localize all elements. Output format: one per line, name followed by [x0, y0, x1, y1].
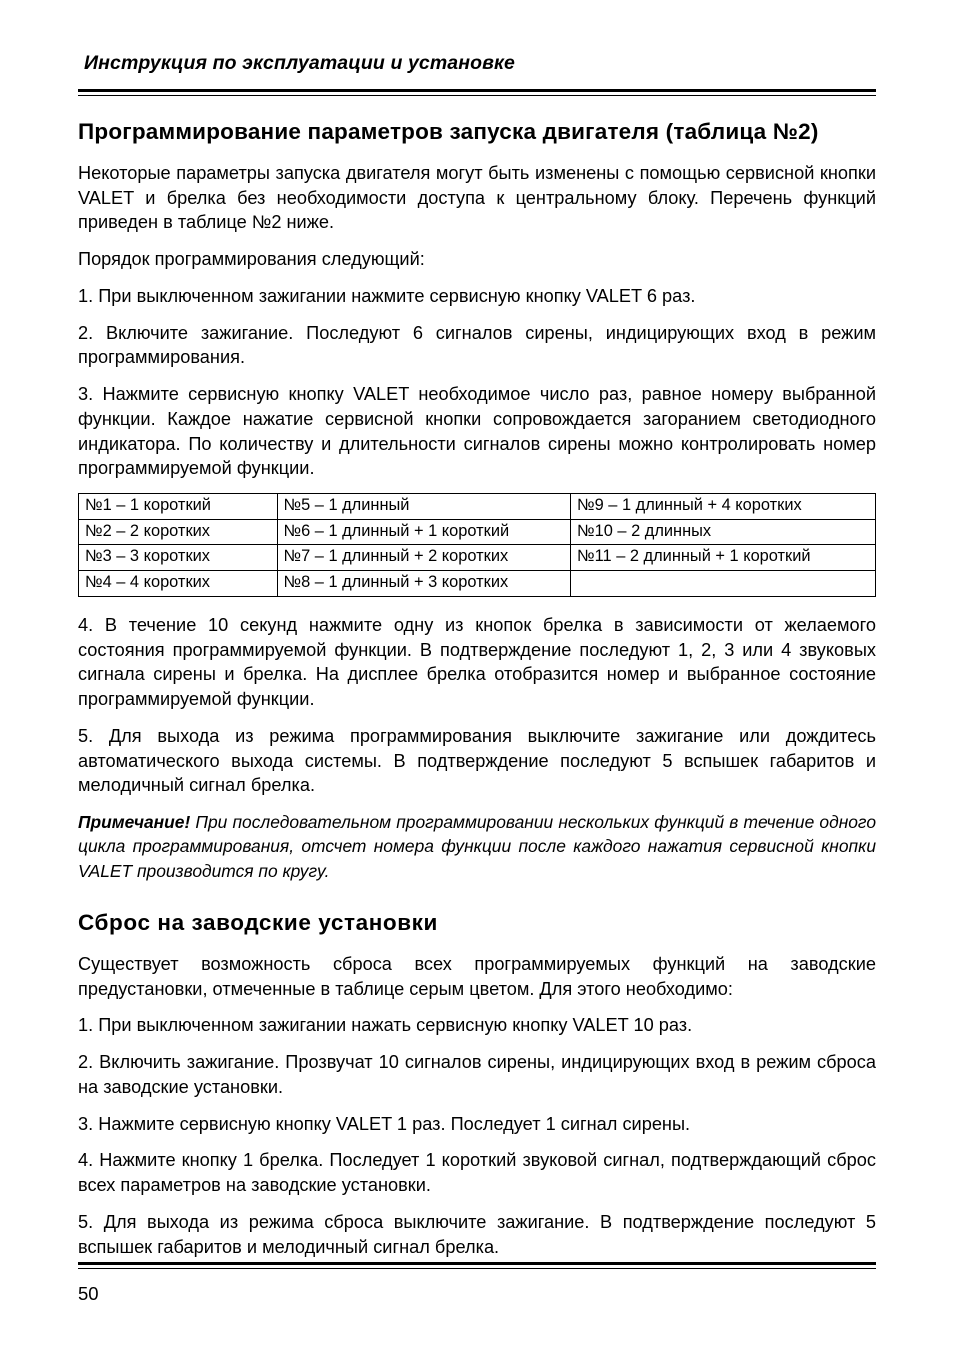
- note-text: При последовательном программировании нескольких функций в течение одного цикла программирования, отсчет номера функции после каждого нажатия сервисной кнопки VALET производится по кругу.: [78, 812, 876, 881]
- header-divider: [78, 89, 876, 96]
- paragraph-reset-step-1: 1. При выключенном зажигании нажать сервисную кнопку VALET 10 раз.: [78, 1015, 693, 1036]
- section-title-factory-reset: Сброс на заводские установки: [78, 910, 438, 936]
- paragraph-intro: Некоторые параметры запуска двигателя могут быть изменены с помощью сервисной кнопки VALET и брелка без необходимости доступа к центральному блоку. Перечень функций приведен в таблице №2 ниже.: [78, 162, 876, 233]
- table-row: [79, 519, 876, 545]
- paragraph-reset-step-4: 4. Нажмите кнопку 1 брелка. Последует 1 короткий звуковой сигнал, подтверждающий сброс всех параметров на заводские установки.: [78, 1150, 876, 1196]
- paragraph-reset-step-2: 2. Включить зажигание. Прозвучат 10 сигналов сирены, индицирующих вход в режим сброса на заводские установки.: [78, 1052, 876, 1097]
- paragraph-step-1: 1. При выключенном зажигании нажмите сервисную кнопку VALET 6 раз.: [78, 285, 696, 306]
- running-header: Инструкция по эксплуатации и установке: [84, 52, 515, 74]
- table-row: [79, 494, 876, 520]
- section-title-engine-start-programming: Программирование параметров запуска двигателя (таблица №2): [78, 119, 819, 144]
- table-cell: №4 – 4 коротких: [79, 571, 278, 597]
- table-cell: №7 – 1 длинный + 2 коротких: [277, 545, 571, 571]
- table-cell: №1 – 1 короткий: [79, 494, 278, 520]
- page-number: 50: [78, 1283, 99, 1304]
- paragraph-reset-step-5: 5. Для выхода из режима сброса выключите зажигание. В подтверждение последуют 5 вспышек габаритов и мелодичный сигнал брелка.: [78, 1211, 876, 1257]
- table-cell: №10 – 2 длинных: [571, 519, 876, 545]
- note-paragraph: [78, 810, 876, 883]
- paragraph-step-2: 2. Включите зажигание. Последуют 6 сигналов сирены, индицирующих вход в режим программирования.: [78, 322, 876, 368]
- table-cell: №9 – 1 длинный + 4 коротких: [571, 494, 876, 520]
- table-row: [79, 571, 876, 597]
- note-lead: Примечание!: [78, 812, 191, 833]
- paragraph-step-3: 3. Нажмите сервисную кнопку VALET необходимое число раз, равное номеру выбранной функции. Каждое нажатие сервисной кнопки сопровождается загоранием светодиодного индикатора. По количеству и длительности сигналов сирены можно контролировать номер программируемой функции.: [78, 384, 876, 479]
- page-footer: [78, 1262, 876, 1305]
- table-cell: №6 – 1 длинный + 1 короткий: [277, 519, 571, 545]
- table-cell: №3 – 3 коротких: [79, 545, 278, 571]
- table-cell: №5 – 1 длинный: [277, 494, 571, 520]
- paragraph-reset-intro: Существует возможность сброса всех программируемых функций на заводские предустановки, отмеченные в таблице серым цветом. Для этого необходимо:: [78, 953, 876, 999]
- table-cell: №2 – 2 коротких: [79, 519, 278, 545]
- table-cell: [571, 571, 876, 597]
- paragraph-reset-step-3: 3. Нажмите сервисную кнопку VALET 1 раз. Последует 1 сигнал сирены.: [78, 1113, 691, 1134]
- footer-divider: [78, 1262, 876, 1269]
- table-row: [79, 545, 876, 571]
- paragraph-order-lead: Порядок программирования следующий:: [78, 249, 425, 270]
- table-cell: №11 – 2 длинный + 1 короткий: [571, 545, 876, 571]
- paragraph-step-4: 4. В течение 10 секунд нажмите одну из кнопок брелка в зависимости от желаемого состояния программируемой функции. В подтверждение последуют 1, 2, 3 или 4 звуковых сигнала сирены и брелка. На дисплее брелка отобразится номер и выбранное состояние программируемой функции.: [78, 614, 876, 710]
- siren-signal-table: [78, 493, 876, 597]
- paragraph-step-5: 5. Для выхода из режима программирования выключите зажигание или дождитесь автоматического выхода системы. В подтверждение последуют 5 вспышек габаритов и мелодичный сигнал брелка.: [78, 725, 876, 796]
- table-cell: №8 – 1 длинный + 3 коротких: [277, 571, 571, 597]
